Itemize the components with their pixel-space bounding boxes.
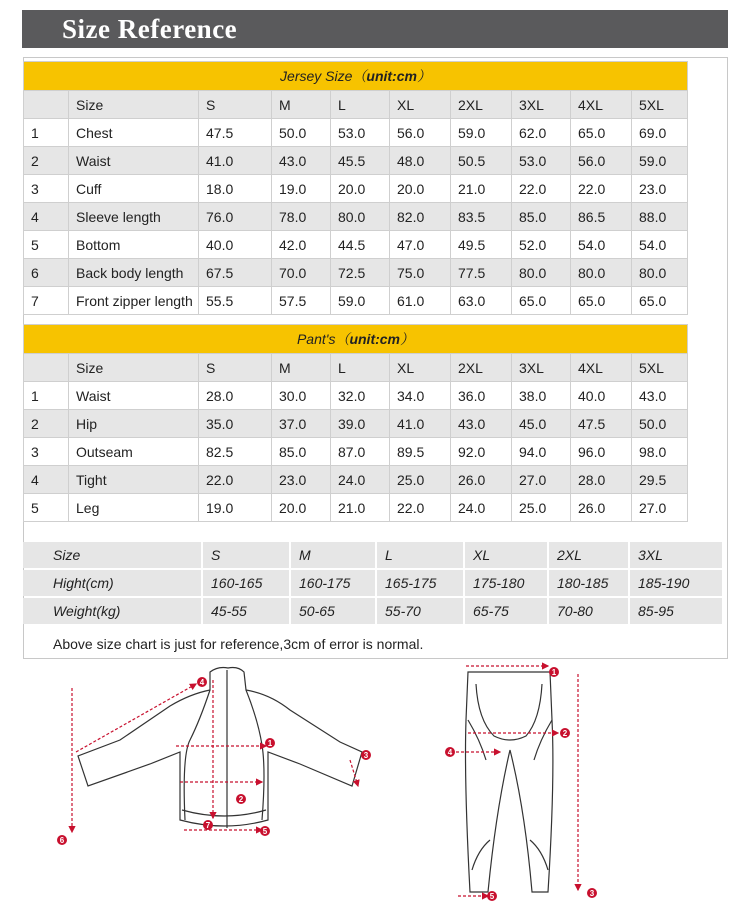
table-row — [24, 438, 688, 466]
value-cell: 36.0 — [451, 382, 512, 410]
jersey-panel-left — [184, 690, 210, 820]
fit-body — [23, 542, 724, 624]
value-cell: 54.0 — [632, 231, 688, 259]
pants-marker-1 — [549, 667, 559, 677]
fit-cell: M — [291, 542, 377, 568]
value-cell: 50.0 — [272, 119, 331, 147]
value-cell: 24.0 — [331, 466, 390, 494]
fit-cell: 55-70 — [377, 598, 465, 624]
row-number: 5 — [24, 494, 69, 522]
jersey-hem — [182, 810, 266, 816]
table-row — [24, 147, 688, 175]
value-cell: 80.0 — [331, 203, 390, 231]
svg-text:4: 4 — [447, 748, 453, 757]
measure-name: Outseam — [69, 438, 199, 466]
value-cell: 27.0 — [512, 466, 571, 494]
header-cell: M — [272, 354, 331, 382]
value-cell: 41.0 — [199, 147, 272, 175]
row-number: 3 — [24, 438, 69, 466]
value-cell: 49.5 — [451, 231, 512, 259]
row-number: 1 — [24, 382, 69, 410]
value-cell: 85.0 — [512, 203, 571, 231]
value-cell: 43.0 — [451, 410, 512, 438]
value-cell: 25.0 — [512, 494, 571, 522]
row-number: 4 — [24, 466, 69, 494]
pants-body — [24, 382, 688, 522]
value-cell: 21.0 — [451, 175, 512, 203]
svg-text:6: 6 — [59, 836, 65, 845]
value-cell: 70.0 — [272, 259, 331, 287]
header-cell: 5XL — [632, 354, 688, 382]
value-cell: 82.5 — [199, 438, 272, 466]
table-row — [24, 494, 688, 522]
value-cell: 29.5 — [632, 466, 688, 494]
value-cell: 76.0 — [199, 203, 272, 231]
value-cell: 20.0 — [390, 175, 451, 203]
table-row — [24, 119, 688, 147]
value-cell: 18.0 — [199, 175, 272, 203]
value-cell: 65.0 — [512, 287, 571, 315]
fit-cell: XL — [465, 542, 549, 568]
value-cell: 40.0 — [571, 382, 632, 410]
svg-text:3: 3 — [589, 889, 595, 898]
value-cell: 20.0 — [272, 494, 331, 522]
jersey-header-row — [24, 91, 688, 119]
value-cell: 96.0 — [571, 438, 632, 466]
jersey-table-title: Jersey Size（unit:cm） — [24, 62, 688, 91]
header-cell: M — [272, 91, 331, 119]
fit-cell: 165-175 — [377, 570, 465, 596]
marker-7 — [203, 820, 213, 830]
value-cell: 53.0 — [512, 147, 571, 175]
fit-cell: S — [203, 542, 291, 568]
row-number: 6 — [24, 259, 69, 287]
value-cell: 80.0 — [571, 259, 632, 287]
pants-chamois — [476, 684, 542, 740]
fit-cell: 3XL — [630, 542, 724, 568]
value-cell: 28.0 — [199, 382, 272, 410]
table-row — [24, 231, 688, 259]
value-cell: 85.0 — [272, 438, 331, 466]
value-cell: 47.0 — [390, 231, 451, 259]
jersey-measure-lines — [72, 680, 358, 832]
marker-2 — [236, 794, 246, 804]
value-cell: 20.0 — [331, 175, 390, 203]
header-bar — [22, 10, 728, 48]
pants-table-title: Pant's（unit:cm） — [24, 325, 688, 354]
value-cell: 75.0 — [390, 259, 451, 287]
value-cell: 22.0 — [390, 494, 451, 522]
value-cell: 78.0 — [272, 203, 331, 231]
header-cell: 5XL — [632, 91, 688, 119]
measure-name: Hip — [69, 410, 199, 438]
value-cell: 26.0 — [571, 494, 632, 522]
value-cell: 80.0 — [632, 259, 688, 287]
value-cell: 72.5 — [331, 259, 390, 287]
fit-cell: 50-65 — [291, 598, 377, 624]
measure-name: Back body length — [69, 259, 199, 287]
value-cell: 48.0 — [390, 147, 451, 175]
header-cell: 2XL — [451, 91, 512, 119]
value-cell: 44.5 — [331, 231, 390, 259]
fit-cell: 185-190 — [630, 570, 724, 596]
fit-cell: 45-55 — [203, 598, 291, 624]
svg-text:5: 5 — [489, 892, 495, 901]
value-cell: 57.5 — [272, 287, 331, 315]
value-cell: 86.5 — [571, 203, 632, 231]
svg-text:1: 1 — [551, 668, 557, 677]
header-cell: XL — [390, 91, 451, 119]
pants-cuff-left — [472, 840, 490, 870]
fit-label: Size — [23, 542, 203, 568]
header-cell: S — [199, 91, 272, 119]
height-weight-table — [23, 540, 724, 626]
value-cell: 45.5 — [331, 147, 390, 175]
value-cell: 41.0 — [390, 410, 451, 438]
value-cell: 28.0 — [571, 466, 632, 494]
value-cell: 47.5 — [571, 410, 632, 438]
row-number: 5 — [24, 231, 69, 259]
measure-name: Waist — [69, 382, 199, 410]
value-cell: 50.5 — [451, 147, 512, 175]
header-cell: L — [331, 354, 390, 382]
pants-marker-4 — [445, 747, 455, 757]
value-cell: 39.0 — [331, 410, 390, 438]
pants-size-table — [23, 324, 688, 522]
jersey-panel-right — [246, 690, 264, 820]
table-row — [24, 410, 688, 438]
value-cell: 23.0 — [272, 466, 331, 494]
value-cell: 19.0 — [199, 494, 272, 522]
value-cell: 22.0 — [199, 466, 272, 494]
svg-text:3: 3 — [363, 751, 369, 760]
fit-cell: 85-95 — [630, 598, 724, 624]
header-cell: 4XL — [571, 91, 632, 119]
value-cell: 22.0 — [512, 175, 571, 203]
fit-cell: 160-175 — [291, 570, 377, 596]
value-cell: 92.0 — [451, 438, 512, 466]
value-cell: 45.0 — [512, 410, 571, 438]
value-cell: 82.0 — [390, 203, 451, 231]
value-cell: 55.5 — [199, 287, 272, 315]
header-cell: Size — [69, 91, 199, 119]
value-cell: 98.0 — [632, 438, 688, 466]
value-cell: 94.0 — [512, 438, 571, 466]
jersey-body — [24, 119, 688, 315]
value-cell: 27.0 — [632, 494, 688, 522]
measurement-diagrams — [0, 660, 750, 922]
value-cell: 59.0 — [451, 119, 512, 147]
pants-seam-left — [468, 720, 486, 760]
measure-name: Front zipper length — [69, 287, 199, 315]
measure-name: Cuff — [69, 175, 199, 203]
value-cell: 61.0 — [390, 287, 451, 315]
row-number: 2 — [24, 410, 69, 438]
fit-cell: 65-75 — [465, 598, 549, 624]
value-cell: 25.0 — [390, 466, 451, 494]
row-number: 7 — [24, 287, 69, 315]
value-cell: 62.0 — [512, 119, 571, 147]
measure-name: Sleeve length — [69, 203, 199, 231]
value-cell: 56.0 — [571, 147, 632, 175]
value-cell: 54.0 — [571, 231, 632, 259]
table-row — [23, 598, 724, 624]
measure-name: Leg — [69, 494, 199, 522]
table-row — [24, 287, 688, 315]
marker-3 — [361, 750, 371, 760]
fit-cell: L — [377, 542, 465, 568]
jersey-size-table — [23, 61, 688, 315]
table-row — [24, 382, 688, 410]
pants-diagram — [466, 672, 553, 892]
value-cell: 65.0 — [571, 119, 632, 147]
row-number: 1 — [24, 119, 69, 147]
pants-marker-3 — [587, 888, 597, 898]
value-cell: 37.0 — [272, 410, 331, 438]
measure-name: Waist — [69, 147, 199, 175]
svg-text:2: 2 — [562, 729, 568, 738]
svg-text:5: 5 — [262, 827, 268, 836]
value-cell: 56.0 — [390, 119, 451, 147]
pants-header-row — [24, 354, 688, 382]
value-cell: 69.0 — [632, 119, 688, 147]
pants-marker-2 — [560, 728, 570, 738]
jersey-outline — [78, 668, 362, 827]
table-row — [24, 466, 688, 494]
svg-text:4: 4 — [199, 678, 205, 687]
header-cell: 2XL — [451, 354, 512, 382]
value-cell: 83.5 — [451, 203, 512, 231]
value-cell: 67.5 — [199, 259, 272, 287]
measure-name: Tight — [69, 466, 199, 494]
marker-1 — [265, 738, 275, 748]
page-title: Size Reference — [62, 14, 238, 44]
pants-marker-5 — [487, 891, 497, 901]
value-cell: 59.0 — [632, 147, 688, 175]
table-row — [23, 542, 724, 568]
jersey-diagram — [78, 668, 362, 829]
svg-text:2: 2 — [238, 795, 244, 804]
value-cell: 24.0 — [451, 494, 512, 522]
value-cell: 19.0 — [272, 175, 331, 203]
fit-cell: 2XL — [549, 542, 630, 568]
value-cell: 22.0 — [571, 175, 632, 203]
value-cell: 80.0 — [512, 259, 571, 287]
fit-label: Hight(cm) — [23, 570, 203, 596]
marker-4 — [197, 677, 207, 687]
value-cell: 65.0 — [571, 287, 632, 315]
measure-name: Bottom — [69, 231, 199, 259]
measure-name: Chest — [69, 119, 199, 147]
table-row — [24, 203, 688, 231]
row-number: 2 — [24, 147, 69, 175]
value-cell: 30.0 — [272, 382, 331, 410]
value-cell: 32.0 — [331, 382, 390, 410]
fit-cell: 70-80 — [549, 598, 630, 624]
value-cell: 40.0 — [199, 231, 272, 259]
marker-6 — [57, 835, 67, 845]
value-cell: 26.0 — [451, 466, 512, 494]
svg-text:7: 7 — [205, 821, 211, 830]
fit-cell: 180-185 — [549, 570, 630, 596]
row-number: 4 — [24, 203, 69, 231]
value-cell: 42.0 — [272, 231, 331, 259]
svg-text:1: 1 — [267, 739, 273, 748]
value-cell: 52.0 — [512, 231, 571, 259]
fit-label: Weight(kg) — [23, 598, 203, 624]
value-cell: 35.0 — [199, 410, 272, 438]
value-cell: 65.0 — [632, 287, 688, 315]
table-row — [23, 570, 724, 596]
value-cell: 38.0 — [512, 382, 571, 410]
header-cell: 3XL — [512, 354, 571, 382]
value-cell: 77.5 — [451, 259, 512, 287]
pants-cuff-right — [530, 840, 548, 870]
header-cell: 4XL — [571, 354, 632, 382]
value-cell: 47.5 — [199, 119, 272, 147]
row-number: 3 — [24, 175, 69, 203]
header-cell: 3XL — [512, 91, 571, 119]
marker-badges — [57, 667, 597, 901]
value-cell: 43.0 — [632, 382, 688, 410]
value-cell: 88.0 — [632, 203, 688, 231]
disclaimer-note: Above size chart is just for reference,3cm of error is normal. — [53, 636, 424, 652]
pants-seam-right — [534, 720, 552, 760]
value-cell: 63.0 — [451, 287, 512, 315]
value-cell: 43.0 — [272, 147, 331, 175]
fit-cell: 160-165 — [203, 570, 291, 596]
value-cell: 89.5 — [390, 438, 451, 466]
header-cell: XL — [390, 354, 451, 382]
header-cell: S — [199, 354, 272, 382]
fit-cell: 175-180 — [465, 570, 549, 596]
header-cell: L — [331, 91, 390, 119]
header-cell: Size — [69, 354, 199, 382]
value-cell: 59.0 — [331, 287, 390, 315]
marker-5 — [260, 826, 270, 836]
table-row — [24, 175, 688, 203]
table-row — [24, 259, 688, 287]
value-cell: 21.0 — [331, 494, 390, 522]
value-cell: 87.0 — [331, 438, 390, 466]
value-cell: 53.0 — [331, 119, 390, 147]
value-cell: 34.0 — [390, 382, 451, 410]
value-cell: 50.0 — [632, 410, 688, 438]
value-cell: 23.0 — [632, 175, 688, 203]
